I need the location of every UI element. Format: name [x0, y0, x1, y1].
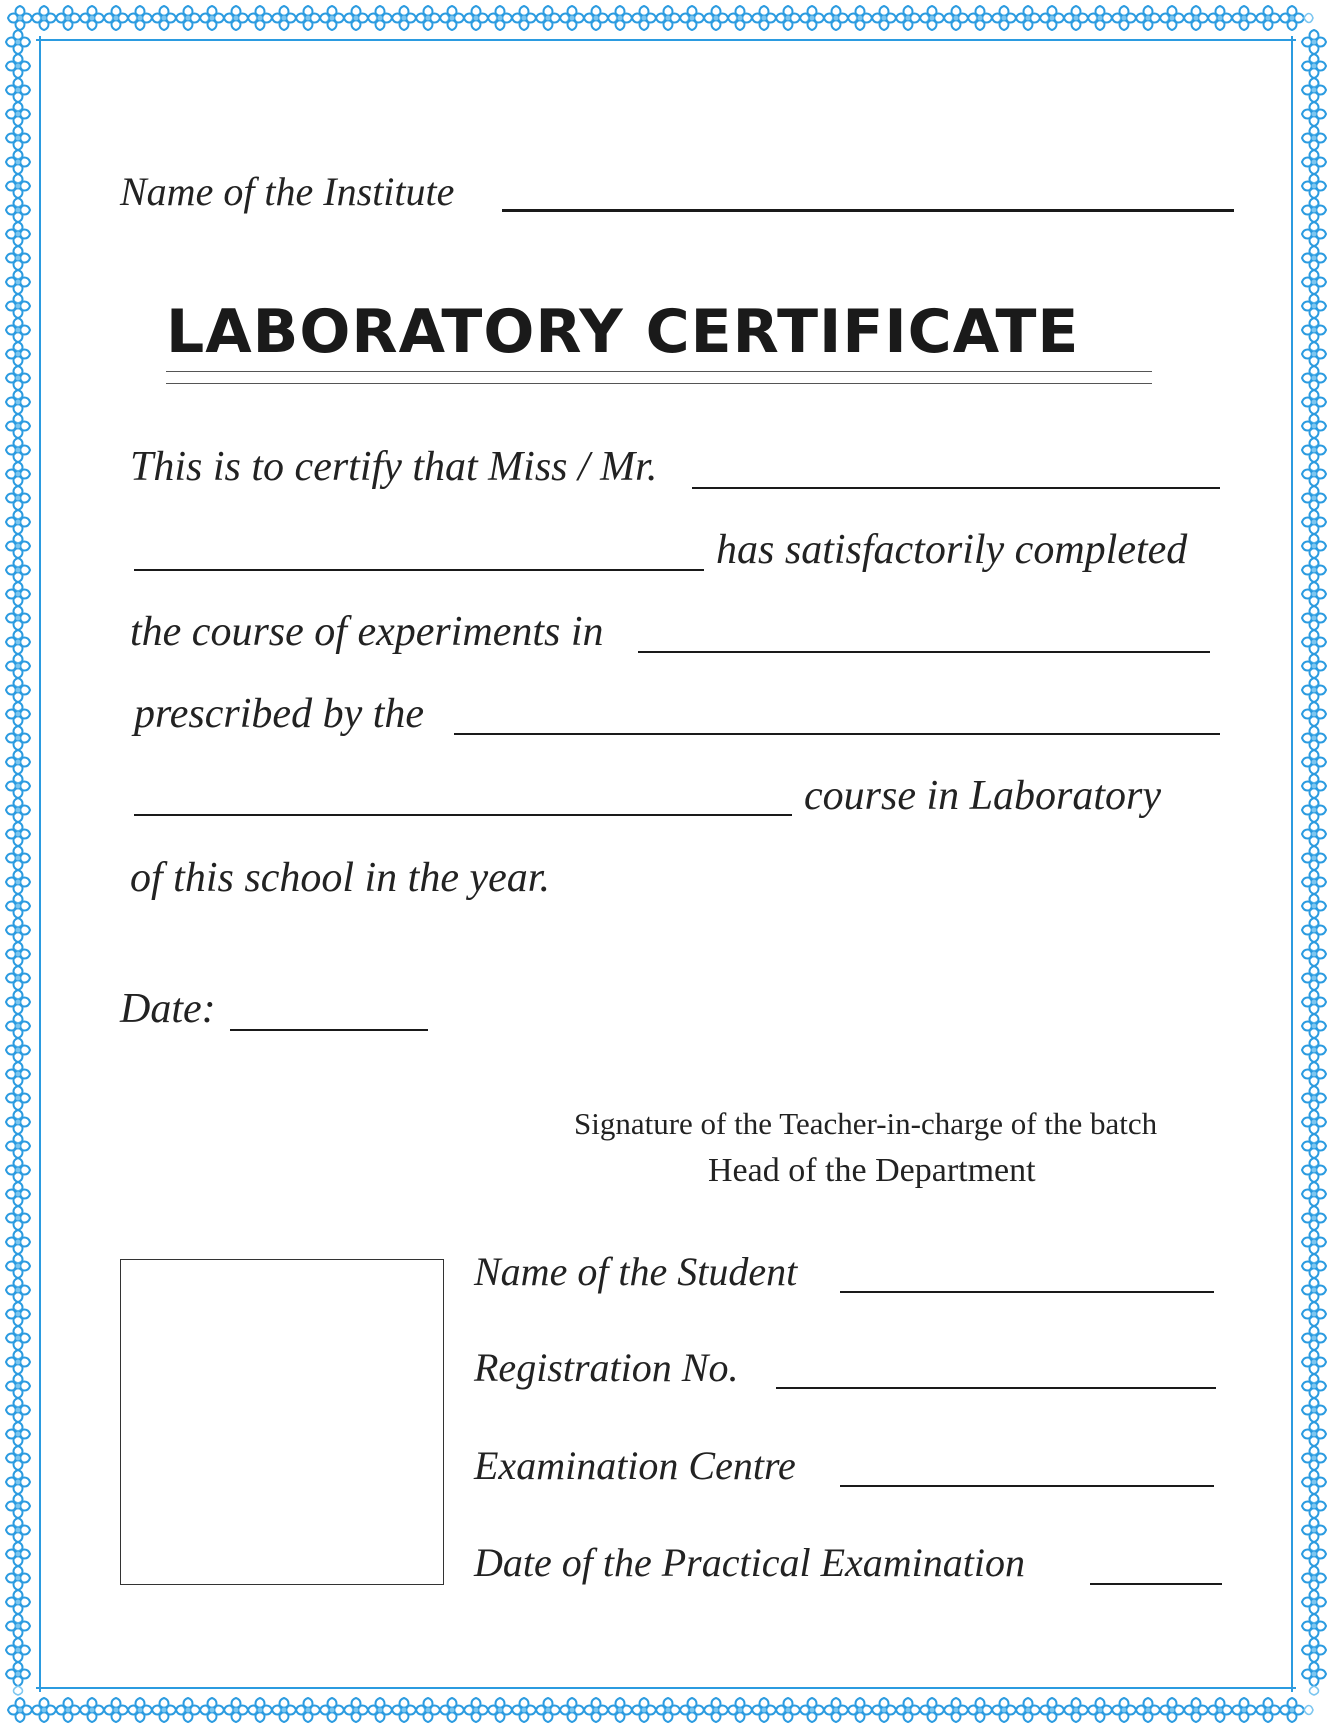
- ornamental-knot-icon: [6, 654, 30, 687]
- ornamental-knot-icon: [872, 6, 905, 30]
- ornamental-knot-icon: [1302, 126, 1326, 159]
- ornamental-knot-icon: [1302, 1206, 1326, 1239]
- ornamental-knot-icon: [824, 6, 857, 30]
- ornamental-knot-icon: [1302, 390, 1326, 423]
- ornamental-knot-icon: [6, 1494, 30, 1527]
- ornamental-knot-icon: [800, 1698, 833, 1722]
- ornamental-knot-icon: [1302, 1350, 1326, 1383]
- ornamental-knot-icon: [6, 222, 30, 255]
- laboratory-text: course in Laboratory: [804, 773, 1161, 819]
- ornamental-knot-icon: [6, 294, 30, 327]
- ornamental-knot-icon: [560, 6, 593, 30]
- ornamental-knot-icon: [6, 1350, 30, 1383]
- ornamental-knot-icon: [1256, 1698, 1289, 1722]
- ornamental-knot-icon: [296, 1698, 329, 1722]
- prescribed-text: prescribed by the: [134, 691, 425, 737]
- date-label: Date:: [120, 986, 216, 1032]
- ornamental-knot-icon: [6, 1542, 30, 1575]
- ornamental-knot-icon: [464, 6, 497, 30]
- ornamental-knot-icon: [56, 6, 89, 30]
- ornamental-knot-icon: [6, 894, 30, 927]
- ornamental-knot-icon: [512, 1698, 545, 1722]
- ornamental-knot-icon: [1302, 318, 1326, 351]
- ornamental-knot-icon: [968, 1698, 1001, 1722]
- ornamental-knot-icon: [6, 606, 30, 639]
- ornamental-knot-icon: [1302, 198, 1326, 231]
- ornamental-knot-icon: [1302, 894, 1326, 927]
- ornamental-knot-icon: [1302, 726, 1326, 759]
- ornamental-knot-icon: [584, 6, 617, 30]
- ornamental-knot-icon: [248, 1698, 281, 1722]
- ornamental-knot-icon: [1302, 846, 1326, 879]
- ornamental-knot-icon: [992, 1698, 1025, 1722]
- ornamental-knot-icon: [1302, 366, 1326, 399]
- ornamental-knot-icon: [656, 6, 689, 30]
- border-top: [8, 6, 1313, 40]
- ornamental-knot-icon: [1302, 1398, 1326, 1431]
- photo-box[interactable]: [120, 1259, 444, 1585]
- ornamental-knot-icon: [80, 6, 113, 30]
- ornamental-knot-icon: [1302, 102, 1326, 135]
- ornamental-knot-icon: [1136, 1698, 1169, 1722]
- ornamental-knot-icon: [896, 6, 929, 30]
- ornamental-knot-icon: [1302, 438, 1326, 471]
- ornamental-knot-icon: [104, 6, 137, 30]
- ornamental-knot-icon: [272, 1698, 305, 1722]
- ornamental-knot-icon: [1302, 1590, 1326, 1623]
- ornamental-knot-icon: [6, 1470, 30, 1503]
- ornamental-knot-icon: [1302, 1110, 1326, 1143]
- ornamental-knot-icon: [6, 1302, 30, 1335]
- ornamental-knot-icon: [1302, 1278, 1326, 1311]
- registration-field[interactable]: [776, 1387, 1216, 1389]
- ornamental-knot-icon: [392, 6, 425, 30]
- ornamental-knot-icon: [560, 1698, 593, 1722]
- ornamental-knot-icon: [608, 1698, 641, 1722]
- ornamental-knot-icon: [1302, 774, 1326, 807]
- ornamental-knot-icon: [872, 1698, 905, 1722]
- ornamental-knot-icon: [1160, 6, 1193, 30]
- ornamental-knot-icon: [920, 6, 953, 30]
- certificate-title: LABORATORY CERTIFICATE: [166, 297, 1080, 367]
- ornamental-knot-icon: [1302, 1326, 1326, 1359]
- ornamental-knot-icon: [6, 990, 30, 1023]
- ornamental-knot-icon: [6, 150, 30, 183]
- ornamental-knot-icon: [848, 1698, 881, 1722]
- ornamental-knot-icon: [1088, 6, 1121, 30]
- ornamental-knot-icon: [680, 6, 713, 30]
- ornamental-knot-icon: [584, 1698, 617, 1722]
- ornamental-knot-icon: [944, 6, 977, 30]
- border-right: [1292, 30, 1326, 1695]
- ornamental-knot-icon: [1256, 6, 1289, 30]
- completed-text: has satisfactorily completed: [716, 527, 1188, 573]
- institute-name-blank[interactable]: [502, 209, 1234, 212]
- ornamental-knot-icon: [800, 6, 833, 30]
- ornamental-knot-icon: [6, 1110, 30, 1143]
- ornamental-knot-icon: [1302, 1086, 1326, 1119]
- ornamental-knot-icon: [824, 1698, 857, 1722]
- ornamental-knot-icon: [1302, 222, 1326, 255]
- ornamental-knot-icon: [6, 174, 30, 207]
- title-rule-bottom: [166, 383, 1152, 384]
- ornamental-knot-icon: [1302, 630, 1326, 663]
- ornamental-knot-icon: [6, 558, 30, 591]
- ornamental-knot-icon: [32, 6, 65, 30]
- ornamental-knot-icon: [6, 1326, 30, 1359]
- ornamental-knot-icon: [488, 1698, 521, 1722]
- ornamental-knot-icon: [1302, 582, 1326, 615]
- institute-label: Name of the Institute: [120, 169, 455, 214]
- ornamental-knot-icon: [1302, 246, 1326, 279]
- ornamental-knot-icon: [6, 1446, 30, 1479]
- ornamental-knot-icon: [920, 1698, 953, 1722]
- student-name-field[interactable]: [840, 1291, 1214, 1293]
- ornamental-knot-icon: [6, 1638, 30, 1671]
- ornamental-knot-icon: [344, 1698, 377, 1722]
- ornamental-knot-icon: [392, 1698, 425, 1722]
- ornamental-knot-icon: [1208, 1698, 1241, 1722]
- ornamental-knot-icon: [6, 1014, 30, 1047]
- ornamental-knot-icon: [368, 1698, 401, 1722]
- ornamental-knot-icon: [1302, 1374, 1326, 1407]
- ornamental-knot-icon: [1302, 342, 1326, 375]
- ornamental-knot-icon: [1302, 702, 1326, 735]
- ornamental-knot-icon: [416, 1698, 449, 1722]
- ornamental-knot-icon: [320, 1698, 353, 1722]
- ornamental-knot-icon: [6, 702, 30, 735]
- ornamental-knot-icon: [344, 6, 377, 30]
- ornamental-knot-icon: [6, 822, 30, 855]
- ornamental-knot-icon: [1302, 462, 1326, 495]
- course-text: the course of experiments in: [130, 609, 604, 655]
- ornamental-knot-icon: [1302, 414, 1326, 447]
- ornamental-knot-icon: [704, 1698, 737, 1722]
- ornamental-knot-icon: [80, 1698, 113, 1722]
- ornamental-knot-icon: [752, 1698, 785, 1722]
- ornamental-knot-icon: [6, 102, 30, 135]
- ornamental-knot-icon: [1302, 1254, 1326, 1287]
- ornamental-knot-icon: [632, 6, 665, 30]
- ornamental-knot-icon: [6, 486, 30, 519]
- ornamental-knot-icon: [1302, 270, 1326, 303]
- ornamental-knot-icon: [1302, 1542, 1326, 1575]
- ornamental-knot-icon: [1302, 990, 1326, 1023]
- ornamental-knot-icon: [6, 1134, 30, 1167]
- student-name-label: Name of the Student: [474, 1249, 798, 1294]
- ornamental-knot-icon: [776, 1698, 809, 1722]
- ornamental-knot-icon: [248, 6, 281, 30]
- ornamental-knot-icon: [1208, 6, 1241, 30]
- ornamental-knot-icon: [1232, 6, 1265, 30]
- ornamental-knot-icon: [128, 6, 161, 30]
- ornamental-knot-icon: [896, 1698, 929, 1722]
- ornamental-knot-icon: [1040, 6, 1073, 30]
- ornamental-knot-icon: [416, 6, 449, 30]
- ornamental-knot-icon: [1302, 1422, 1326, 1455]
- ornamental-knot-icon: [6, 750, 30, 783]
- ornamental-knot-icon: [440, 6, 473, 30]
- ornamental-knot-icon: [1302, 1182, 1326, 1215]
- ornamental-knot-icon: [1302, 942, 1326, 975]
- ornamental-knot-icon: [6, 918, 30, 951]
- ornamental-knot-icon: [6, 1614, 30, 1647]
- ornamental-knot-icon: [1064, 1698, 1097, 1722]
- ornamental-knot-icon: [6, 534, 30, 567]
- ornamental-knot-icon: [1302, 558, 1326, 591]
- ornamental-knot-icon: [464, 1698, 497, 1722]
- ornamental-knot-icon: [1064, 6, 1097, 30]
- ornamental-knot-icon: [1040, 1698, 1073, 1722]
- ornamental-knot-icon: [752, 6, 785, 30]
- ornamental-knot-icon: [728, 6, 761, 30]
- ornamental-knot-icon: [6, 1086, 30, 1119]
- ornamental-knot-icon: [1302, 1662, 1326, 1695]
- ornamental-knot-icon: [1302, 1566, 1326, 1599]
- exam-centre-label: Examination Centre: [474, 1443, 796, 1488]
- ornamental-knot-icon: [1302, 606, 1326, 639]
- ornamental-knot-icon: [6, 942, 30, 975]
- ornamental-knot-icon: [56, 1698, 89, 1722]
- ornamental-knot-icon: [1280, 6, 1313, 30]
- ornamental-knot-icon: [512, 6, 545, 30]
- ornamental-knot-icon: [6, 1182, 30, 1215]
- ornamental-knot-icon: [6, 198, 30, 231]
- ornamental-knot-icon: [1302, 1446, 1326, 1479]
- ornamental-knot-icon: [1016, 6, 1049, 30]
- ornamental-knot-icon: [6, 1038, 30, 1071]
- student-name-blank-1[interactable]: [692, 487, 1220, 489]
- ornamental-knot-icon: [6, 798, 30, 831]
- ornamental-knot-icon: [1302, 1638, 1326, 1671]
- ornamental-knot-icon: [1136, 6, 1169, 30]
- exam-date-label: Date of the Practical Examination: [474, 1540, 1025, 1585]
- ornamental-knot-icon: [176, 1698, 209, 1722]
- ornamental-knot-icon: [728, 1698, 761, 1722]
- ornamental-knot-icon: [1302, 78, 1326, 111]
- ornamental-knot-icon: [536, 1698, 569, 1722]
- ornamental-knot-icon: [776, 6, 809, 30]
- ornamental-knot-icon: [6, 630, 30, 663]
- subject-blank[interactable]: [638, 651, 1210, 653]
- head-of-department-label: Head of the Department: [708, 1152, 1036, 1189]
- border-bottom: [8, 1688, 1313, 1722]
- ornamental-knot-icon: [200, 1698, 233, 1722]
- student-name-blank-2[interactable]: [134, 569, 704, 571]
- ornamental-knot-icon: [1184, 6, 1217, 30]
- ornamental-knot-icon: [440, 1698, 473, 1722]
- ornamental-knot-icon: [1302, 1302, 1326, 1335]
- title-rule-top: [166, 371, 1152, 372]
- ornamental-knot-icon: [1302, 150, 1326, 183]
- ornamental-knot-icon: [6, 1230, 30, 1263]
- ornamental-knot-icon: [1302, 1470, 1326, 1503]
- ornamental-knot-icon: [320, 6, 353, 30]
- ornamental-knot-icon: [6, 1398, 30, 1431]
- ornamental-knot-icon: [6, 78, 30, 111]
- ornamental-knot-icon: [6, 270, 30, 303]
- ornamental-knot-icon: [1302, 1014, 1326, 1047]
- ornamental-knot-icon: [1160, 1698, 1193, 1722]
- ornamental-knot-icon: [632, 1698, 665, 1722]
- teacher-signature-label: Signature of the Teacher-in-charge of the batch: [574, 1106, 1158, 1141]
- ornamental-knot-icon: [1184, 1698, 1217, 1722]
- ornamental-knot-icon: [6, 462, 30, 495]
- ornamental-knot-icon: [6, 1062, 30, 1095]
- ornamental-knot-icon: [6, 1422, 30, 1455]
- ornamental-knot-icon: [6, 726, 30, 759]
- ornamental-knot-icon: [968, 6, 1001, 30]
- ornamental-knot-icon: [6, 246, 30, 279]
- ornamental-knot-icon: [6, 1662, 30, 1695]
- ornamental-knot-icon: [1112, 1698, 1145, 1722]
- ornamental-knot-icon: [1302, 1062, 1326, 1095]
- ornamental-knot-icon: [128, 1698, 161, 1722]
- course-name-blank[interactable]: [134, 814, 792, 816]
- ornamental-knot-icon: [1302, 534, 1326, 567]
- ornamental-knot-icon: [1302, 750, 1326, 783]
- ornamental-knot-icon: [1302, 798, 1326, 831]
- date-blank[interactable]: [230, 1029, 428, 1031]
- ornamental-knot-icon: [6, 126, 30, 159]
- ornamental-knot-icon: [992, 6, 1025, 30]
- ornamental-knot-icon: [1302, 1134, 1326, 1167]
- ornamental-knot-icon: [6, 678, 30, 711]
- ornamental-knot-icon: [8, 6, 41, 30]
- ornamental-knot-icon: [1302, 966, 1326, 999]
- ornamental-knot-icon: [1302, 678, 1326, 711]
- prescribed-by-blank[interactable]: [454, 733, 1220, 735]
- ornamental-knot-icon: [6, 366, 30, 399]
- ornamental-knot-icon: [608, 6, 641, 30]
- ornamental-knot-icon: [6, 438, 30, 471]
- ornamental-knot-icon: [6, 846, 30, 879]
- ornamental-knot-icon: [1302, 654, 1326, 687]
- ornamental-knot-icon: [176, 6, 209, 30]
- ornamental-knot-icon: [1232, 1698, 1265, 1722]
- ornamental-knot-icon: [6, 54, 30, 87]
- ornamental-knot-icon: [1302, 1158, 1326, 1191]
- ornamental-knot-icon: [6, 1278, 30, 1311]
- ornamental-knot-icon: [200, 6, 233, 30]
- ornamental-knot-icon: [1302, 294, 1326, 327]
- certify-text: This is to certify that Miss / Mr.: [130, 444, 658, 490]
- exam-centre-field[interactable]: [840, 1485, 1214, 1487]
- ornamental-knot-icon: [488, 6, 521, 30]
- ornamental-knot-icon: [6, 1566, 30, 1599]
- ornamental-knot-icon: [6, 774, 30, 807]
- ornamental-knot-icon: [6, 1518, 30, 1551]
- ornamental-knot-icon: [1302, 486, 1326, 519]
- ornamental-knot-icon: [296, 6, 329, 30]
- ornamental-knot-icon: [152, 1698, 185, 1722]
- ornamental-knot-icon: [104, 1698, 137, 1722]
- ornamental-knot-icon: [6, 1374, 30, 1407]
- ornamental-knot-icon: [1280, 1698, 1313, 1722]
- ornamental-knot-icon: [32, 1698, 65, 1722]
- ornamental-knot-icon: [6, 318, 30, 351]
- ornamental-knot-icon: [656, 1698, 689, 1722]
- ornamental-knot-icon: [1302, 510, 1326, 543]
- ornamental-knot-icon: [224, 6, 257, 30]
- ornamental-knot-icon: [1302, 1230, 1326, 1263]
- ornamental-knot-icon: [6, 414, 30, 447]
- ornamental-knot-icon: [224, 1698, 257, 1722]
- ornamental-knot-icon: [1302, 870, 1326, 903]
- border-left: [6, 30, 40, 1695]
- ornamental-knot-icon: [6, 1206, 30, 1239]
- ornamental-knot-icon: [1302, 54, 1326, 87]
- ornamental-knot-icon: [1302, 822, 1326, 855]
- ornamental-knot-icon: [1302, 174, 1326, 207]
- ornamental-knot-icon: [704, 6, 737, 30]
- ornamental-knot-icon: [1302, 30, 1326, 63]
- ornamental-knot-icon: [6, 966, 30, 999]
- ornamental-knot-icon: [6, 582, 30, 615]
- ornamental-knot-icon: [536, 6, 569, 30]
- registration-label: Registration No.: [474, 1345, 739, 1390]
- ornamental-knot-icon: [6, 342, 30, 375]
- ornamental-knot-icon: [6, 1590, 30, 1623]
- ornamental-knot-icon: [680, 1698, 713, 1722]
- ornamental-knot-icon: [272, 6, 305, 30]
- ornamental-knot-icon: [6, 1158, 30, 1191]
- ornamental-knot-icon: [6, 390, 30, 423]
- ornamental-knot-icon: [1302, 1038, 1326, 1071]
- exam-date-field[interactable]: [1090, 1583, 1222, 1585]
- ornamental-knot-icon: [848, 6, 881, 30]
- ornamental-knot-icon: [1302, 1494, 1326, 1527]
- ornamental-knot-icon: [1302, 918, 1326, 951]
- ornamental-knot-icon: [1302, 1614, 1326, 1647]
- ornamental-knot-icon: [6, 30, 30, 63]
- ornamental-knot-icon: [6, 870, 30, 903]
- ornamental-knot-icon: [944, 1698, 977, 1722]
- ornamental-knot-icon: [1016, 1698, 1049, 1722]
- ornamental-knot-icon: [6, 510, 30, 543]
- ornamental-knot-icon: [1088, 1698, 1121, 1722]
- ornamental-knot-icon: [6, 1254, 30, 1287]
- ornamental-knot-icon: [1302, 1518, 1326, 1551]
- school-year-text: of this school in the year.: [130, 855, 550, 901]
- ornamental-knot-icon: [1112, 6, 1145, 30]
- ornamental-knot-icon: [8, 1698, 41, 1722]
- ornamental-knot-icon: [152, 6, 185, 30]
- ornamental-knot-icon: [368, 6, 401, 30]
